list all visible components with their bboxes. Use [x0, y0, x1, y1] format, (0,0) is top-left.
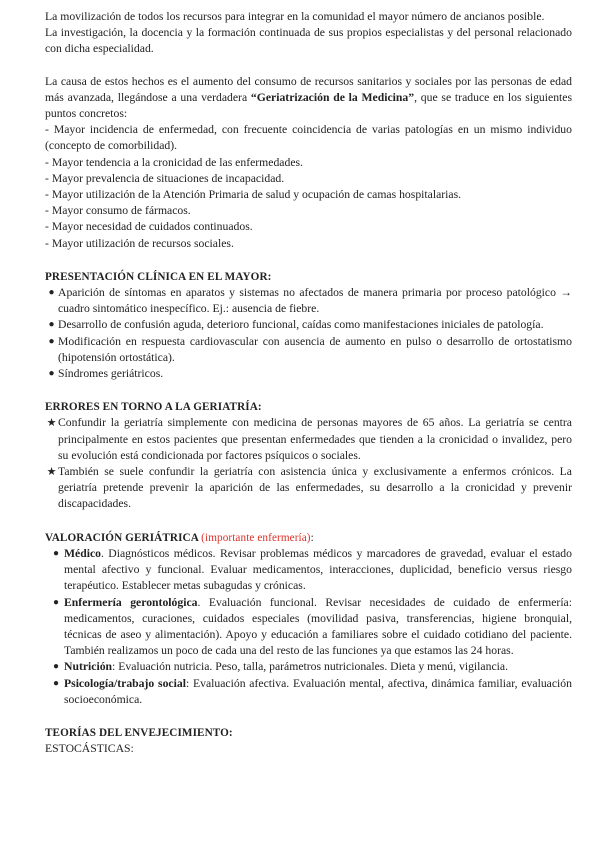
presentacion-item: Desarrollo de confusión aguda, deterioro funcional, caídas como manifestaciones iniciales de patología. — [58, 318, 544, 332]
causa-item: - Mayor necesidad de cuidados continuados. — [45, 220, 253, 234]
presentacion-item: Aparición de síntomas en aparatos y sistemas no afectados de manera primaria por proceso patológico → cuadro sintomático inespecífico. Ej.: ausencia de fiebre. — [58, 286, 572, 316]
errores-heading: ERRORES EN TORNO A LA GERIATRÍA: — [45, 401, 262, 414]
list-item — [45, 546, 572, 595]
valoracion-item — [64, 676, 572, 708]
errores-item: También se suele confundir la geriatría con asistencia única y exclusivamente a enfermos crónicos. La geriatría pretende prevenir la aparición de las enfermedades, su desarrollo a la cronicidad y prevenir discapacidades. — [58, 465, 572, 511]
bullet-icon: ● — [48, 368, 55, 380]
list-item — [45, 334, 572, 366]
valoracion-text: : Evaluación afectiva. Evaluación mental, afectiva, dinámica familiar, evaluación socioeconómica. — [64, 676, 572, 706]
valoracion-item — [64, 546, 572, 595]
valoracion-title: VALORACIÓN GERIÁTRICA — [45, 531, 199, 544]
bullet-icon: ● — [52, 596, 60, 608]
valoracion-note: (importante enfermería) — [201, 531, 311, 544]
valoracion-heading — [45, 530, 572, 546]
causa-text-after: , que se traduce en los siguientes puntos concretos: — [45, 90, 573, 121]
valoracion-term: Nutrición — [64, 660, 113, 674]
causa-item: - Mayor tendencia a la cronicidad de las enfermedades. — [45, 155, 303, 169]
presentacion-heading: PRESENTACIÓN CLÍNICA EN EL MAYOR: — [45, 270, 272, 283]
bullet-icon: ● — [52, 547, 60, 559]
geriatrizacion-term: “Geriatrización de la Medicina” — [250, 90, 415, 104]
valoracion-item — [64, 659, 572, 675]
list-item — [45, 659, 572, 675]
causa-item: - Mayor utilización de la Atención Primaria de salud y ocupación de camas hospitalarias. — [45, 188, 462, 202]
valoracion-text: . Diagnósticos médicos. Revisar problemas médicos y marcadores de gravedad, evaluar el estado mental afectivo y funcional. Evaluar medicamentos, interacciones, duplicidad, beneficio versus riesgo terapéutico. Establecer metas subagudas y crónicas. — [64, 546, 572, 593]
star-icon: ★ — [46, 417, 57, 430]
valoracion-colon: : — [310, 531, 314, 544]
errores-item: Confundir la geriatría simplemente con medicina de personas mayores de 65 años. La geriatría se centra principalmente en estos pacientes que presentan enfermedades que tienden a la cronicidad o invalidez, pero su evolución está condicionada por factores psíquicos o sociales. — [58, 416, 572, 462]
teorias-heading: TEORÍAS DEL ENVEJECIMIENTO: — [45, 726, 233, 739]
causa-item: - Mayor incidencia de enfermedad, con frecuente coincidencia de varias patologías en un mismo individuo (concepto de comorbilidad). — [45, 123, 572, 153]
valoracion-item — [64, 595, 572, 660]
intro-paragraph-2: La investigación, la docencia y la formación continuada de sus propios especialistas y del personal relacionado con dicha especialidad. — [45, 26, 572, 56]
causa-paragraph — [45, 74, 572, 123]
valoracion-term: Psicología/trabajo social — [64, 676, 186, 690]
valoracion-term: Médico — [64, 546, 101, 560]
causa-item: - Mayor prevalencia de situaciones de incapacidad. — [45, 171, 285, 185]
presentacion-item: Síndromes geriátricos. — [58, 367, 164, 381]
list-item — [45, 676, 572, 708]
list-item — [45, 464, 572, 513]
list-item — [45, 366, 572, 382]
list-item — [45, 595, 572, 660]
bullet-icon: ● — [52, 677, 60, 689]
list-item — [45, 317, 572, 333]
intro-paragraph-1: La movilización de todos los recursos para integrar en la comunidad el mayor número de ancianos posible. — [45, 10, 545, 23]
bullet-icon: ● — [48, 287, 55, 299]
star-icon: ★ — [46, 466, 57, 479]
valoracion-text: . Evaluación funcional. Revisar necesidades de cuidado de enfermería: medicamentos, curaciones, cuidados especiales (movilidad pasiva, transferencias, higiene bronquial, técnicas de aseo y alimentación). Apoyo y educación a familiares sobre el cuidado cotidiano del paciente. También realizamos un poco de cada una del resto de las funciones ya que estamos las 24 horas. — [64, 595, 572, 658]
bullet-icon: ● — [48, 319, 55, 331]
valoracion-term: Enfermería gerontológica — [64, 595, 198, 609]
estocasticas-subheading: ESTOCÁSTICAS: — [45, 742, 134, 756]
causa-item: - Mayor consumo de fármacos. — [45, 204, 191, 218]
causa-item: - Mayor utilización de recursos sociales. — [45, 236, 234, 250]
bullet-icon: ● — [48, 335, 55, 347]
bullet-icon: ● — [52, 661, 60, 673]
presentacion-item: Modificación en respuesta cardiovascular con ausencia de aumento en pulso o desarrollo de ortostatismo (hipotensión ortostática). — [58, 334, 572, 364]
list-item — [45, 415, 572, 464]
causa-text-before: La causa de estos hechos es el aumento del consumo de recursos sanitarios y sociales por las personas de edad más avanzada, llegándose a una verdadera — [45, 74, 572, 104]
valoracion-text: : Evaluación nutricia. Peso, talla, parámetros nutricionales. Dieta y menú, vigilancia. — [112, 660, 508, 674]
list-item — [45, 285, 572, 317]
